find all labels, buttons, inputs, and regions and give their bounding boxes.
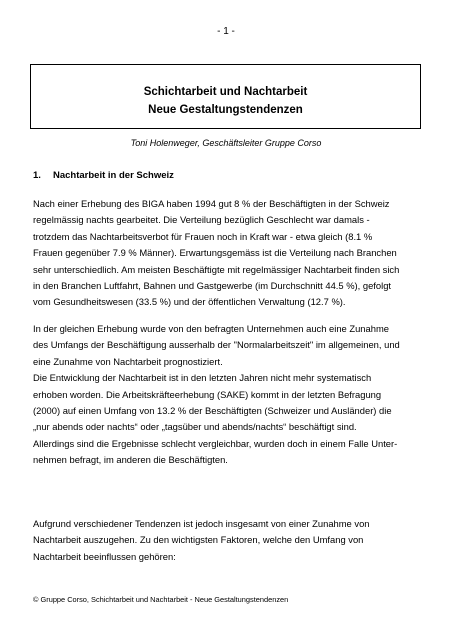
document-title: Schichtarbeit und Nachtarbeit — [143, 86, 308, 98]
section-number: 1. — [33, 170, 41, 181]
page-number: - 1 - — [217, 26, 235, 37]
text-line: Aufgrund verschiedener Tendenzen ist jedoch insgesamt von einer Zunahme von — [33, 518, 370, 529]
author-line: Toni Holenweger, Geschäftsleiter Gruppe Corso — [130, 138, 322, 148]
text-line: nehmen befragt, im anderen die Beschäftigten. — [33, 454, 228, 466]
section-title: Nachtarbeit in der Schweiz — [53, 170, 174, 181]
text-line: regelmässig nachts gearbeitet. Die Verteilung bezüglich Geschlecht war damals - — [33, 214, 370, 226]
text-line: „nur abends oder nachts“ oder „tagsüber und abends/nachts“ beschäftigt sind. — [33, 421, 357, 433]
paragraph-1 — [33, 196, 423, 311]
title-box — [30, 64, 421, 129]
text-line: trotzdem das Nachtarbeitsverbot für Frauen noch in Kraft war - etwa gleich (8.1 % — [33, 230, 373, 242]
text-line: in den Branchen Luftfahrt, Bahnen und Gastgewerbe (im Durchschnitt 44.5 %), gefolgt — [33, 280, 392, 292]
text-line: vom Gesundheitswesen (33.5 %) und der öffentlichen Verwaltung (12.7 %). — [33, 296, 346, 308]
text-line: Frauen gegenüber 7.9 % Männer). Erwartungsgemäss ist die Verteilung nach Branchen — [33, 247, 397, 259]
text-line: sehr unterschiedlich. Am meisten Beschäftigte mit regelmässiger Nachtarbeit finden sich — [33, 263, 400, 275]
text-line: Nachtarbeit auszugehen. Zu den wichtigsten Faktoren, welche den Umfang von — [33, 534, 364, 546]
text-line: Nach einer Erhebung des BIGA haben 1994 gut 8 % der Beschäftigten in der Schweiz — [33, 198, 390, 209]
text-line: des Umfangs der Beschäftigung ausserhalb der "Normalarbeitszeit" im allgemeinen, und — [33, 339, 400, 351]
paragraph-3 — [33, 516, 423, 565]
section-heading — [33, 170, 174, 181]
text-line: Allerdings sind die Ergebnisse schlecht vergleichbar, wurden doch in einem Falle Unter- — [33, 437, 398, 449]
text-line: (2000) auf einen Umfang von 13.2 % der Beschäftigten (Schweizer und Ausländer) die — [33, 405, 392, 417]
paragraph-2 — [33, 321, 423, 469]
text-line: Die Entwicklung der Nachtarbeit ist in den letzten Jahren nicht mehr systematisch — [33, 372, 372, 384]
text-line: eine Zunahme von Nachtarbeit prognostiziert. — [33, 355, 223, 367]
page-footer: © Gruppe Corso, Schichtarbeit und Nachtarbeit - Neue Gestaltungstendenzen — [33, 595, 289, 604]
text-line: erhoben worden. Die Arbeitskräfteerhebung (SAKE) kommt in der letzten Befragung — [33, 388, 382, 400]
text-line: In der gleichen Erhebung wurde von den befragten Unternehmen auch eine Zunahme — [33, 323, 389, 334]
document-subtitle: Neue Gestaltungstendenzen — [148, 104, 303, 116]
text-line: Nachtarbeit beeinflussen gehören: — [33, 550, 176, 562]
